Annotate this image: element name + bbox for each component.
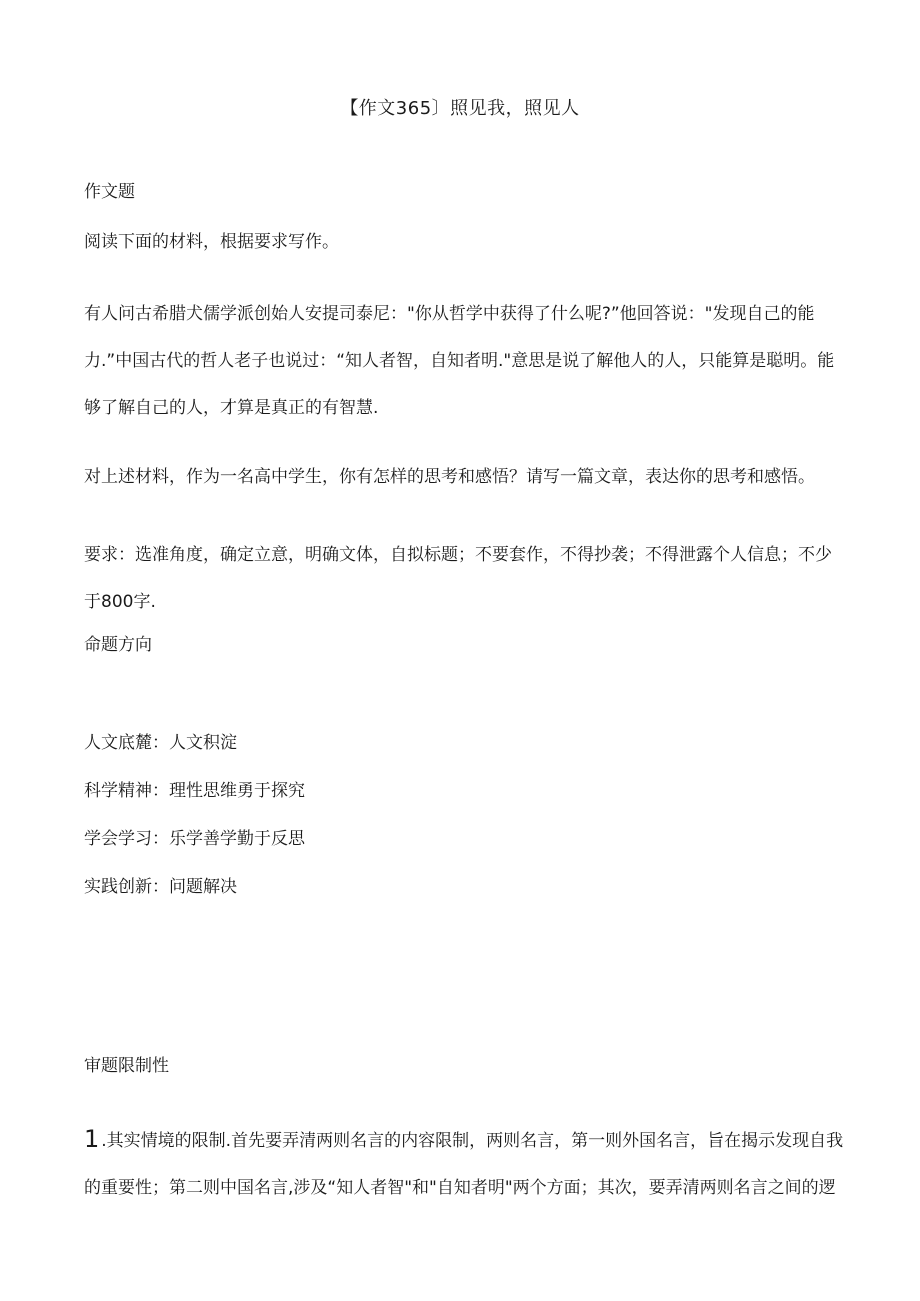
analysis-number: 1 [84, 1125, 100, 1153]
analysis-heading: 审题限制性 [84, 1056, 169, 1076]
document-title: 【作文365〕照见我，照见人 [340, 98, 580, 119]
task-paragraph: 对上述材料，作为一名高中学生，你有怎样的思考和感悟？请写一篇文章，表达你的思考和感悟。 [84, 467, 815, 487]
requirements-paragraph: 要求：选准角度，确定立意，明确文体，自拟标题；不要套作，不得抄袭；不得泄露个人信息；不少于800字. [84, 545, 832, 612]
analysis-text: .其实情境的限制.首先要弄清两则名言的内容限制，两则名言，第一则外国名言，旨在揭示发现自我的重要性；第二则中国名言,涉及“知人者智"和"自知者明"两个方面；其次，要弄清两则名言之间的逻 [84, 1131, 844, 1198]
direction-heading: 命题方向 [84, 635, 152, 655]
direction-item: 科学精神：理性思维勇于探究 [84, 781, 305, 801]
material-paragraph: 有人问古希腊犬儒学派创始人安提司泰尼："你从哲学中获得了什么呢?”他回答说："发现自己的能力.”中国古代的哲人老子也说过：“知人者智，自知者明."意思是说了解他人的人，只能算是聪明。能够了解自己的人，才算是真正的有智慧. [84, 304, 835, 418]
analysis-paragraph [84, 1116, 844, 1212]
direction-item: 人文底麓：人文积淀 [84, 733, 237, 753]
prompt-heading: 作文题 [84, 182, 135, 202]
direction-item: 实践创新：问题解决 [84, 877, 237, 897]
direction-item: 学会学习：乐学善学勤于反思 [84, 829, 305, 849]
prompt-intro: 阅读下面的材料，根据要求写作。 [84, 232, 339, 252]
